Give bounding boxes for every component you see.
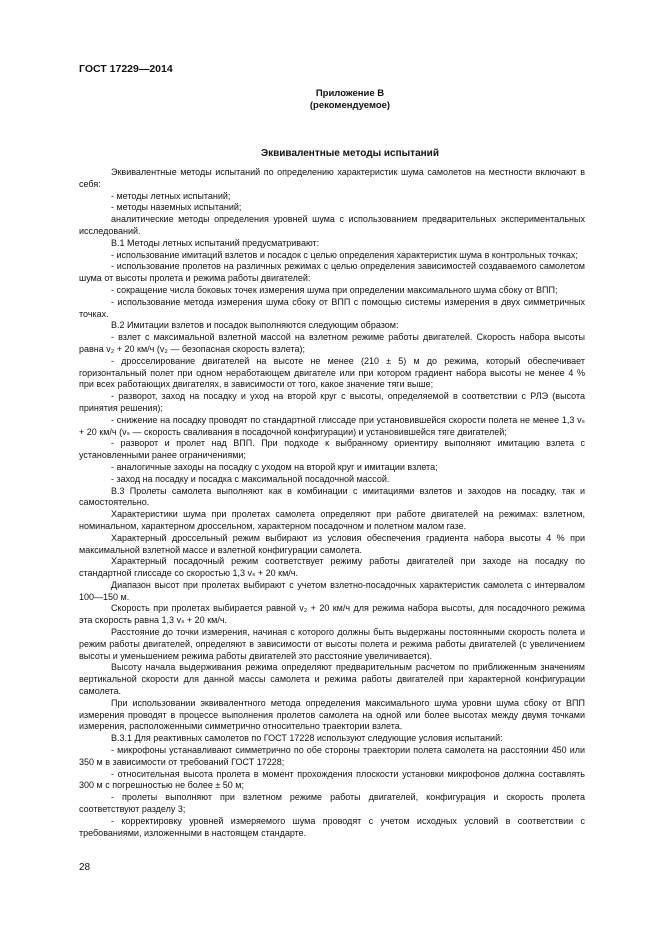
paragraph: В.2 Имитации взлетов и посадок выполняются следующим образом:: [111, 320, 399, 331]
paragraph: Характерный дроссельный режим выбирают из условия обеспечения градиента набора высоты 4 % при максимальной взлетной массе и взлетной конфигурации самолета.: [79, 532, 585, 555]
paragraph: - использование метода измерения шума сбоку от ВПП с помощью системы измерения в двух симметричных точках.: [79, 296, 585, 319]
paragraph: - дросселирование двигателей на высоте не менее (210 ± 5) м до режима, который обеспечивает горизонтальный полет при одном неработающем двигателе или при котором градиент набора высоты не менее 4 % при всех работающих двигателях, в зависимости от того, какое значение тяги выше;: [79, 355, 585, 390]
paragraph: При использовании эквивалентного метода определения максимального шума уровни шума сбоку от ВПП измерения проводят в процессе выполнения пролетов самолета на одной или более высотах между двумя точками измерения, расположенными симметрично относительно траектории взлета.: [79, 697, 585, 732]
paragraph: Скорость при пролетах выбирается равной v₂ + 20 км/ч для режима набора высоты, для посадочного режима эта скорость равна 1,3 vₛ + 20 км/ч.: [79, 603, 585, 626]
paragraph: В.1 Методы летных испытаний предусматривают:: [111, 237, 320, 248]
paragraph: - сокращение числа боковых точек измерения шума при определении максимального шума сбоку от ВПП;: [111, 284, 558, 295]
paragraph: - использование имитаций взлетов и посадок с целью определения характеристик шума в контрольных точках;: [111, 249, 578, 260]
paragraph: - заход на посадку и посадка с максимальной посадочной массой.: [111, 473, 390, 484]
paragraph: - относительная высота пролета в момент прохождения плоскости установки микрофонов должна составлять 300 м с погрешностью не более ± 50 м;: [79, 768, 585, 791]
paragraph: - использование пролетов на различных режимах с целью определения зависимостей создаваемого самолетом шума от высоты пролета и режима работы двигателей:: [79, 261, 585, 284]
paragraph: - методы летных испытаний;: [111, 190, 231, 201]
annex-subtitle: (рекомендуемое): [309, 100, 391, 111]
paragraph: - методы наземных испытаний;: [111, 202, 242, 213]
paragraph: Расстояние до точки измерения, начиная с которого должны быть выдержаны постоянными скорость полета и режим работы двигателей, определяют в зависимости от высоты полета и режима работы двигателей (с увеличением высоты и уменьшением режима работы двигателей это расстояние увеличивается).: [79, 627, 585, 661]
paragraph: Высоту начала выдерживания режима определяют предварительным расчетом по приближенным значениям вертикальной скорости для данной массы самолета и режима работы двигателей при характерной конфигурации самолета.: [79, 662, 585, 697]
paragraph: - аналогичные заходы на посадку с уходом на второй круг и имитации взлета;: [111, 461, 438, 472]
annex-title: Приложение В: [315, 88, 385, 99]
paragraph: Характерный посадочный режим соответствует режиму работы двигателей при заходе на посадку по стандартной глиссаде со скоростью 1,3 vₛ + 20 км/ч.: [79, 556, 585, 579]
paragraph: - пролеты выполняют при взлетном режиме работы двигателей, конфигурация и скорость пролета соответствуют разделу 3;: [79, 792, 585, 815]
paragraph: В.3 Пролеты самолета выполняют как в комбинации с имитациями взлетов и заходов на посадку, так и самостоятельно.: [79, 485, 585, 508]
annex-heading: [240, 88, 460, 112]
paragraph: - снижение на посадку проводят по стандартной глиссаде при установившейся скорости полета не менее 1,3 vₛ + 20 км/ч (vₛ — скорость сваливания в посадочной конфигурации) и установившейся тяге двигателей;: [79, 414, 585, 437]
paragraph: - взлет с максимальной взлетной массой на взлетном режиме работы двигателей. Скорость набора высоты равна v₂ + 20 км/ч (v₂ — безопасная скорость взлета);: [79, 332, 585, 354]
body-text: [79, 167, 585, 839]
paragraph: - разворот и пролет над ВПП. При подходе к выбранному ориентиру выполняют имитацию взлета с установленными ранее ограничениями;: [79, 438, 585, 461]
paragraph: Диапазон высот при пролетах выбирают с учетом взлетно-посадочных характеристик самолета с интервалом 100—150 м.: [79, 579, 585, 602]
paragraph: Характеристики шума при пролетах самолета определяют при работе двигателей на режимах: взлетном, номинальном, характерном дроссельном, характерном посадочном и полетном малом газе.: [79, 509, 585, 531]
paragraph: Эквивалентные методы испытаний по определению характеристик шума самолетов на местности включают в себя:: [79, 167, 585, 189]
section-title: Эквивалентные методы испытаний: [261, 148, 439, 159]
paragraph: - разворот, заход на посадку и уход на второй круг с высоты, определяемой в соответствии с РЛЭ (высота принятия решения);: [79, 391, 585, 413]
paragraph: - микрофоны устанавливают симметрично по обе стороны траектории полета самолета на расстоянии 450 или 350 м в зависимости от требований ГОСТ 17228;: [79, 745, 585, 767]
standard-code: ГОСТ 17229—2014: [79, 63, 173, 75]
page-number: 28: [79, 862, 91, 873]
paragraph: - корректировку уровней измеряемого шума проводят с учетом исходных условий в соответствии с требованиями, изложенными в настоящем стандарте.: [79, 815, 585, 838]
paragraph: В.3.1 Для реактивных самолетов по ГОСТ 17228 используют следующие условия испытаний:: [111, 733, 503, 744]
paragraph: аналитические методы определения уровней шума с использованием предварительных экспериментальных исследований.: [79, 214, 585, 236]
